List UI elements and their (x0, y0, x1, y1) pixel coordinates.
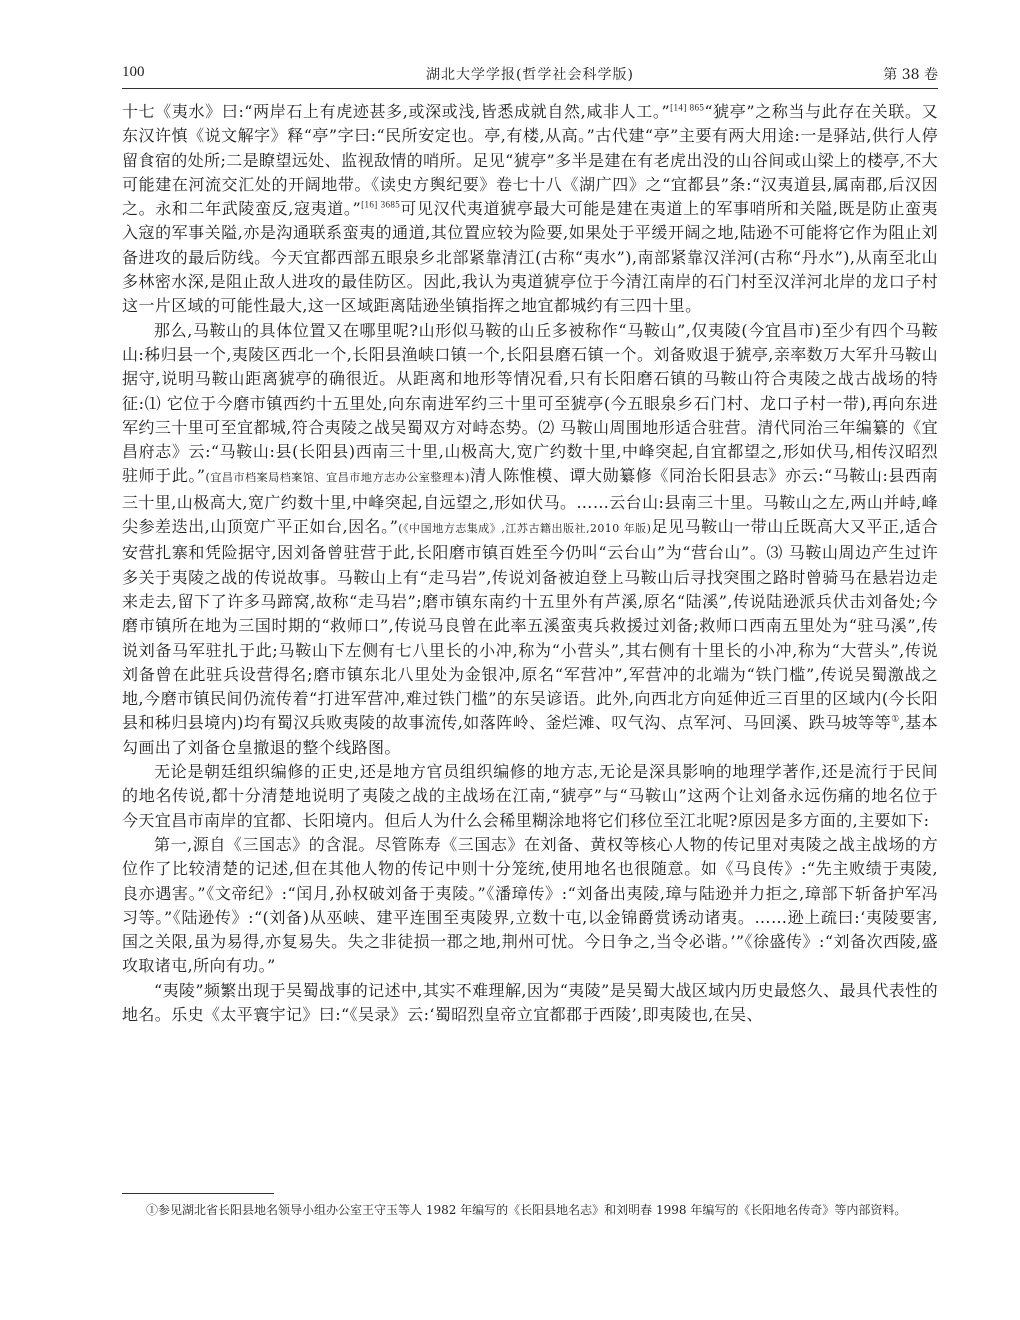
paragraph (122, 760, 938, 833)
paragraph (122, 100, 938, 319)
journal-title: 湖北大学学报(哲学社会科学版) (426, 67, 634, 83)
text-run: 可见汉代夷道猇亭最大可能是建在夷道上的军事哨所和关隘,既是防止蛮夷入寇的军事关隘,亦是沟通联系蛮夷的通道,其位置应较为险要,如果处于平缓开阔之地,陆逊不可能将它作为阻止刘备进攻的最后防线。今天宜都西部五眼泉乡北部紧靠清江(古称“夷水”),南部紧靠汉洋河(古称“丹水”),从南至北山多林密水深,是阻止敌人进攻的最佳防区。因此,我认为夷道猇亭位于今清江南岸的石门村至汉洋河北岸的龙口子村这一片区域的可能性最大,这一区域距离陆逊坐镇指挥之地宜都城约有三四十里。 (122, 199, 938, 316)
volume-label: 第 38 卷 (883, 67, 938, 83)
paragraph (122, 319, 938, 760)
citation-marker: [14] 865 (670, 102, 705, 113)
running-header (122, 64, 938, 88)
body-text (122, 100, 938, 1027)
text-run: 第一,源自《三国志》的含混。尽管陈寿《三国志》在刘备、黄权等核心人物的传记里对夷陵之战主战场的方位作了比较清楚的记述,但在其他人物的传记中则十分笼统,使用地名也很随意。如《马良传》:“先主败绩于夷陵,良亦遇害。”《文帝纪》:“闰月,孙权破刘备于夷陵。”《潘璋传》:“刘备出夷陵,璋与陆逊并力拒之,璋部下斩备护军冯习等。”《陆逊传》:“(刘备)从巫峡、建平连围至夷陵界,立数十屯,以金锦爵赏诱动诸夷。……逊上疏曰:‘夷陵要害,国之关限,虽为易得,亦复易失。失之非徒损一郡之地,荆州可忧。今日争之,当令必谐。’”《徐盛传》:“刘备次西陵,盛攻取诸屯,所向有功。” (122, 834, 938, 976)
header-rule (122, 88, 938, 89)
text-run: “猇亭”之称当与此存在关联。又东汉许慎《说文解字》释“亭”字曰:“民所安定也。亭,有楼,从高。”古代建“亭”主要有两大用途:一是驿站,供行人停留食宿的处所;二是瞭望远处、监视敌情的哨所。足见“猇亭”多半是建在有老虎出没的山谷间或山梁上的楼亭,不大可能建在河流交汇处的开阔地带。《读史方舆纪要》卷七十八《湖广四》之“宜都县”条:“汉夷道县,属南郡,后汉因之。永和二年武陵蛮反,寇夷道。” (122, 102, 938, 219)
citation-marker: ① (891, 714, 900, 725)
text-run: 足见马鞍山一带山丘既高大又平正,适合安营扎寨和凭险据守,因刘备曾驻营于此,长阳磨市镇百姓至今仍叫“云台山”为“营台山”。⑶ 马鞍山周边产生过许多关于夷陵之战的传说故事。马鞍山上有“走马岩”,传说刘备被迫登上马鞍山后寻找突围之路时曾骑马在悬岩边走来走去,留下了许多马蹄窝,故称“走马岩”;磨市镇东南约十五里外有芦溪,原名“陆溪”,传说陆逊派兵伏击刘备处;今磨市镇所在地为三国时期的“救师口”,传说马良曾在此率五溪蛮夷兵救援过刘备;救师口西南五里处为“驻马溪”,传说刘备马军驻扎于此;马鞍山下左侧有七八里长的小冲,称为“小营头”,其右侧有十里长的小冲,称为“大营头”,传说刘备曾在此驻兵设营得名;磨市镇东北八里处为金银冲,原名“军营冲”,军营冲的北端为“铁门槛”,传说吴蜀激战之地,今磨市镇民间仍流传着“打进军营冲,难过铁门槛”的东吴谚语。此外,向西北方向延伸近三百里的区域内(今长阳县和秭归县境内)均有蜀汉兵败夷陵的故事流传,如落阵岭、釜烂滩、叹气沟、点军河、马回溪、跌马坡等等 (122, 517, 938, 733)
text-run: 那么,马鞍山的具体位置又在哪里呢?山形似马鞍的山丘多被称作“马鞍山”,仅夷陵(今宜昌市)至少有四个马鞍山:秭归县一个,夷陵区西北一个,长阳县渔峡口镇一个,长阳县磨石镇一个。刘备败退于猇亭,亲率数万大军升马鞍山据守,说明马鞍山距离猇亭的确很近。从距离和地形等情况看,只有长阳磨石镇的马鞍山符合夷陵之战古战场的特征:⑴ 它位于今磨市镇西约十五里处,向东南进军约三十里可至猇亭(今五眼泉乡石门村、龙口子村一带),再向东进军约三十里可至宜都城,符合夷陵之战吴蜀双方对峙态势。⑵ 马鞍山周围地形适合驻营。清代同治三年编纂的《宜昌府志》云:“马鞍山:县(长阳县)西南三十里,山极高大,宽广约数十里,中峰突起,自宜都望之,形如伏马,相传汉昭烈驻师于此。” (122, 320, 938, 486)
footnote-rule (122, 1193, 274, 1194)
inline-source-note: (宜昌市档案局档案馆、宜昌市地方志办公室整理本) (205, 471, 470, 485)
footnote: ①参见湖北省长阳县地名领导小组办公室王守玉等人 1982 年编写的《长阳县地名志》和刘明春 1998 年编写的《长阳地名传奇》等内部资料。 (146, 1203, 907, 1217)
paragraph (122, 979, 938, 1028)
page-number: 100 (122, 64, 145, 80)
text-run: 无论是朝廷组织编修的正史,还是地方官员组织编修的地方志,无论是深具影响的地理学著作,还是流行于民间的地名传说,都十分清楚地说明了夷陵之战的主战场在江南,“猇亭”与“马鞍山”这两个让刘备永远伤痛的地名位于今天宜昌市南岸的宜都、长阳境内。但后人为什么会稀里糊涂地将它们移位至江北呢?原因是多方面的,主要如下: (122, 762, 938, 830)
inline-source-note: (《中国地方志集成》,江苏古籍出版社,2010 年版) (398, 522, 652, 536)
text-run: 清人陈惟模、谭大勋纂修《同治长阳县志》亦云:“马鞍山:县西南三十里,山极高大,宽广约数十里,中峰突起,自远望之,形如伏马。……云台山:县南三十里。马鞍山之左,两山并峙,峰尖参差迭出,山顶宽广平正如台,因名。” (122, 466, 938, 537)
text-run: 十七《夷水》曰:“两岸石上有虎迹甚多,或深或浅,皆悉成就自然,咸非人工。” (122, 102, 671, 121)
text-run: “夷陵”频繁出现于吴蜀战事的记述中,其实不难理解,因为“夷陵”是吴蜀大战区域内历史最悠久、最具代表性的地名。乐史《太平寰宇记》曰:“《吴录》云:‘蜀昭烈皇帝立宜都郡于西陵’,即夷陵也,在吴、 (122, 980, 938, 1024)
text-run: ,基本勾画出了刘备仓皇撤退的整个线路图。 (122, 713, 939, 757)
paragraph (122, 833, 938, 979)
citation-marker: [16] 3685 (361, 199, 401, 210)
